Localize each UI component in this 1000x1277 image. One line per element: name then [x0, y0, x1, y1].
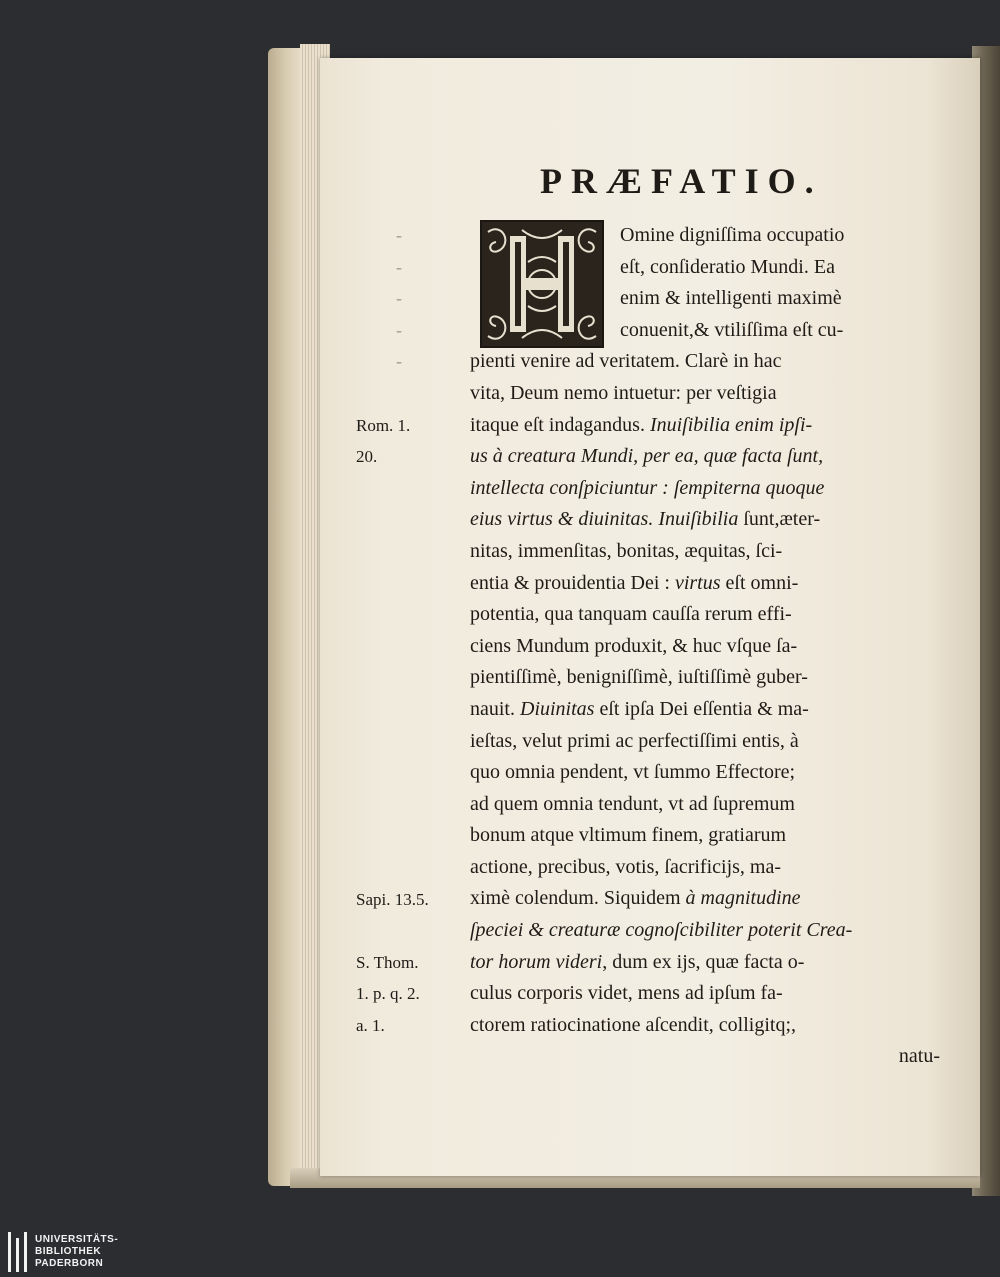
text-line: [470, 947, 940, 979]
library-logo: [0, 1227, 200, 1277]
text-line: [470, 852, 940, 884]
italic-span: eius virtus & diuinitas. Inuiſibilia: [470, 508, 739, 531]
text-line: [470, 883, 940, 915]
text-span: ciens Mundum produxit, & huc vſque ſa-: [470, 634, 798, 657]
text-span: vita, Deum nemo intuetur: per veſtigia: [470, 381, 777, 404]
text-line: [470, 757, 940, 789]
text-line: [470, 662, 940, 694]
italic-span: virtus: [674, 571, 721, 594]
text-span: enim & intelligenti maximè: [620, 287, 842, 310]
text-line: [470, 726, 940, 758]
margin-note: a. 1.: [356, 1016, 385, 1035]
text-span: potentia, qua tanquam cauſſa rerum effi-: [470, 603, 792, 626]
logo-line-2: BIBLIOTHEK: [35, 1246, 102, 1257]
text-line: [470, 789, 940, 821]
logo-bars-icon: [8, 1232, 27, 1272]
text-line: [470, 252, 940, 284]
text-span: natu-: [898, 1045, 940, 1068]
text-span: , dum ex ijs, quæ facta o-: [602, 950, 805, 973]
text-span: bonum atque vltimum finem, gratiarum: [470, 824, 787, 847]
logo-line-3: PADERBORN: [35, 1258, 104, 1269]
text-span: Omine digniſſima occupatio: [620, 224, 845, 246]
text-span: ad quem omnia tendunt, vt ad ſupremum: [470, 792, 795, 815]
text-line: [470, 568, 940, 600]
text-span: ſunt,æter-: [738, 508, 821, 531]
text-span: eſt, conſideratio Mundi. Ea: [620, 255, 835, 278]
body-text: [470, 220, 940, 1073]
text-line: [470, 441, 940, 473]
text-span: pienti venire ad veritatem. Clarè in hac: [470, 350, 782, 373]
text-line: [470, 631, 940, 663]
text-span: eſt omni-: [720, 571, 799, 594]
margin-note: Rom. 1.: [356, 415, 411, 435]
text-span: nitas, immenſitas, bonitas, æquitas, ſci-: [470, 539, 783, 562]
text-line: [470, 1041, 940, 1073]
text-span: itaque eſt indagandus.: [470, 413, 650, 436]
text-line: [470, 346, 940, 378]
text-span: actione, precibus, votis, ſacrificijs, ma-: [470, 855, 782, 878]
text-span: ctorem ratiocinatione aſcendit, colligitq;,: [470, 1013, 796, 1036]
text-span: quo omnia pendent, vt ſummo Effectore;: [470, 761, 796, 784]
text-span: conuenit,& vtiliſſima eſt cu-: [620, 318, 844, 341]
italic-span: us à creatura Mundi, per ea, quæ facta ſunt,: [470, 445, 824, 468]
text-span: nauit.: [470, 697, 520, 720]
text-line: [470, 410, 940, 442]
page-title: PRÆFATIO.: [540, 161, 823, 201]
italic-span: ſpeciei & creaturæ cognoſcibiliter poterit Crea-: [470, 919, 853, 942]
italic-span: Inuiſibilia enim ipſi-: [649, 413, 813, 436]
text-line: [470, 220, 940, 252]
margin-note: 20.: [356, 447, 378, 467]
text-span: ieſtas, velut primi ac perfectiſſimi entis, à: [470, 729, 799, 752]
text-line: [470, 283, 940, 315]
text-line: [470, 1010, 940, 1042]
text-line: [470, 536, 940, 568]
italic-span: intellecta conſpiciuntur : ſempiterna quoque: [470, 476, 825, 499]
text-line: [470, 473, 940, 505]
text-span: ximè colendum. Siquidem: [470, 887, 686, 910]
text-line: [470, 315, 940, 347]
text-line: [470, 820, 940, 852]
bleed-through-marks: - - - - -: [396, 225, 402, 372]
text-line: [470, 915, 940, 947]
text-span: entia & prouidentia Dei :: [470, 571, 675, 594]
italic-span: à magnitudine: [685, 887, 801, 910]
margin-note: Sapi. 13.5.: [356, 889, 429, 909]
text-line: [470, 694, 940, 726]
text-line: [470, 978, 940, 1010]
text-span: pientiſſimè, benigniſſimè, iuſtiſſimè guber-: [470, 666, 808, 689]
margin-note: S. Thom.: [356, 952, 419, 972]
italic-span: Diuinitas: [520, 697, 595, 720]
text-line: [470, 599, 940, 631]
text-line: [470, 378, 940, 410]
margin-note: 1. p. q. 2.: [356, 984, 420, 1004]
italic-span: tor horum videri: [470, 950, 603, 973]
logo-line-1: UNIVERSITÄTS-: [35, 1234, 119, 1245]
text-line: [470, 504, 940, 536]
text-span: eſt ipſa Dei eſſentia & ma-: [594, 697, 809, 720]
text-span: culus corporis videt, mens ad ipſum fa-: [470, 982, 783, 1005]
